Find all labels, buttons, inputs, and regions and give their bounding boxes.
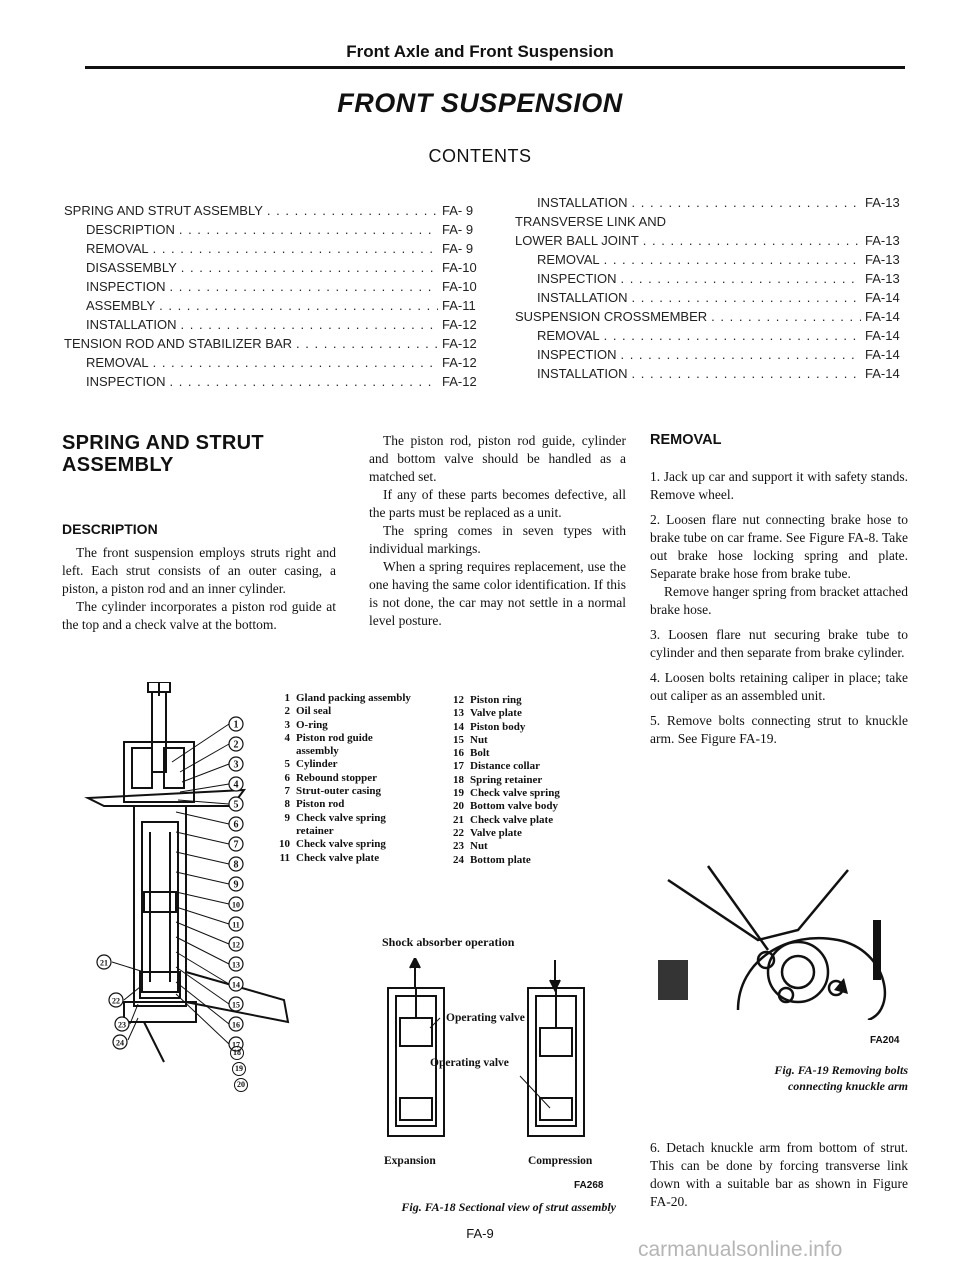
callout-number: 24 — [116, 1038, 124, 1048]
callout-number: 8 — [233, 859, 239, 871]
toc-entry — [515, 364, 907, 383]
toc-page: FA-11 — [442, 298, 476, 313]
description-text — [62, 544, 336, 634]
toc-page: FA-13 — [865, 271, 900, 286]
legend-item — [450, 734, 600, 747]
callout-number: 22 — [112, 996, 120, 1006]
fig19-code: FA204 — [870, 1035, 900, 1046]
toc-leader — [181, 315, 438, 334]
toc-label: REMOVAL — [537, 252, 600, 267]
legend-text: retainer — [296, 824, 334, 837]
toc-label: INSTALLATION — [86, 317, 177, 332]
toc-page: FA-12 — [442, 374, 477, 389]
watermark: carmanualsonline.info — [638, 1238, 843, 1261]
toc-entry — [64, 220, 484, 239]
toc-entry — [64, 296, 484, 315]
toc-leader — [620, 269, 861, 288]
toc-page: FA- 9 — [442, 222, 474, 237]
legend-item — [450, 814, 600, 827]
toc-leader — [153, 239, 438, 258]
toc-label: REMOVAL — [537, 328, 600, 343]
compression-label: Compression — [528, 1155, 593, 1167]
operating-valve-label-2: Operating valve — [430, 1057, 509, 1069]
legend-item — [450, 840, 600, 853]
running-title: Front Axle and Front Suspension — [346, 42, 614, 61]
toc-entry — [515, 269, 907, 288]
toc-label: REMOVAL — [86, 241, 149, 256]
header-rule — [85, 66, 905, 69]
callout-number: 4 — [233, 779, 239, 791]
legend-text: Spring retainer — [470, 773, 543, 786]
toc-entry — [64, 372, 484, 391]
toc-label: DESCRIPTION — [86, 222, 175, 237]
fig19-caption-line2: connecting knuckle arm — [787, 1079, 908, 1093]
toc-page: FA-13 — [865, 252, 900, 267]
toc-left-column — [64, 201, 484, 391]
toc-entry — [515, 345, 907, 364]
removal-step: 2. Loosen flare nut connecting brake hose to brake tube on car frame. See Figure FA-8. Take out brake hose locking spring and plate. Separate brake hose from brake tube. — [650, 512, 908, 581]
legend-number: 1 — [284, 692, 290, 704]
toc-page: FA- 9 — [442, 203, 474, 218]
fig19-photo — [648, 860, 908, 1020]
legend-item — [450, 747, 600, 760]
callout-number: 20 — [234, 1078, 248, 1092]
callout-number: 16 — [232, 1020, 240, 1030]
legend-text: Check valve plate — [470, 813, 554, 826]
toc-label: INSPECTION — [86, 279, 166, 294]
page-number: FA-9 — [466, 1226, 494, 1241]
toc-entry — [515, 307, 907, 326]
removal-step: 4. Loosen bolts retaining caliper in place; take out caliper as an assembled unit. — [650, 670, 908, 703]
legend-number: 11 — [279, 851, 290, 864]
removal-step-note: Remove hanger spring from bracket attached brake hose. — [650, 584, 908, 617]
callout-number: 15 — [232, 1000, 240, 1010]
toc-entry — [64, 277, 484, 296]
section-title-line1: SPRING AND STRUT — [62, 432, 264, 454]
toc-entry — [515, 326, 907, 345]
toc-entry — [64, 334, 484, 353]
legend-number: 10 — [279, 838, 290, 851]
removal-step6: 6. Detach knuckle arm from bottom of strut. This can be done by forcing transverse link down with a suitable bar as shown in Figure FA-20. — [650, 1140, 908, 1209]
removal-step: 1. Jack up car and support it with safety stands. Remove wheel. — [650, 469, 908, 502]
legend-item — [450, 694, 600, 707]
bottom-callouts — [230, 1046, 270, 1094]
middle-text — [369, 432, 626, 630]
callout-number: 2 — [233, 739, 239, 751]
legend-number: 2 — [284, 705, 290, 718]
toc-page: FA-14 — [865, 309, 900, 324]
description-paragraph: The cylinder incorporates a piston rod guide at the top and a check valve at the bottom. — [62, 599, 336, 632]
toc-page: FA-14 — [865, 347, 900, 362]
body-paragraph: The piston rod, piston rod guide, cylinder and bottom valve should be handled as a matched set. — [369, 433, 626, 484]
legend-number: 18 — [453, 773, 464, 786]
legend-text: Bottom plate — [470, 853, 531, 866]
legend-item — [450, 760, 600, 773]
legend-text: Oil seal — [296, 705, 332, 718]
callout-number: 11 — [232, 920, 240, 930]
toc-page: FA-14 — [865, 366, 900, 381]
callout-number: 21 — [100, 958, 108, 968]
legend-text: Bolt — [470, 747, 490, 760]
legend-number: 4 — [284, 731, 290, 744]
legend-number: 14 — [453, 720, 464, 733]
legend-number: 13 — [453, 707, 464, 720]
legend-text: Check valve spring — [296, 811, 386, 824]
toc-leader — [711, 307, 861, 326]
toc-label: REMOVAL — [86, 355, 149, 370]
toc-leader — [604, 326, 861, 345]
legend-text: Distance collar — [470, 760, 540, 773]
legend-number: 3 — [284, 718, 290, 731]
toc-leader — [643, 231, 861, 250]
toc-label: INSTALLATION — [537, 290, 628, 305]
toc-entry — [515, 212, 907, 231]
toc-page — [865, 212, 907, 231]
callout-number: 10 — [232, 900, 240, 910]
toc-leader — [296, 334, 438, 353]
legend-number: 5 — [284, 758, 290, 771]
page-title: FRONT SUSPENSION — [337, 88, 623, 118]
section-title — [62, 432, 342, 476]
body-paragraph: The spring comes in seven types with individual markings. — [369, 523, 626, 556]
legend-number: 19 — [453, 787, 464, 800]
legend-number: 15 — [453, 733, 464, 746]
toc-page: FA-14 — [865, 290, 900, 305]
fig19-caption-line1: Fig. FA-19 Removing bolts — [774, 1063, 908, 1077]
fig19-caption — [650, 1062, 908, 1094]
toc-label: INSTALLATION — [537, 366, 628, 381]
legend-text: Piston ring — [470, 694, 522, 706]
legend-item — [450, 854, 600, 867]
legend-number: 8 — [284, 798, 290, 811]
toc-leader — [620, 345, 861, 364]
body-paragraph: When a spring requires replacement, use the one having the same color identification. If this is not done, the car may not settle in a normal level posture. — [369, 559, 626, 628]
toc-page: FA-10 — [442, 260, 477, 275]
expansion-label: Expansion — [384, 1155, 436, 1167]
toc-leader — [632, 364, 861, 383]
legend-text: Rebound stopper — [296, 771, 377, 784]
legend-item — [450, 774, 600, 787]
description-paragraph: The front suspension employs struts right and left. Each strut consists of an outer casing, a piston, a piston rod and an inner cylinder. — [62, 545, 336, 596]
callout-number: 18 — [230, 1046, 244, 1060]
legend-number: 9 — [284, 811, 290, 824]
toc-leader — [632, 288, 861, 307]
legend-number: 17 — [453, 760, 464, 773]
toc-leader — [179, 220, 438, 239]
legend-number: 16 — [453, 747, 464, 760]
toc-entry — [64, 353, 484, 372]
legend-text: O-ring — [296, 718, 328, 731]
legend-text: Strut-outer casing — [296, 785, 382, 798]
legend-number: 21 — [453, 813, 464, 826]
toc-entry — [515, 288, 907, 307]
legend-text: Nut — [470, 840, 488, 853]
callout-number: 14 — [232, 980, 240, 990]
legend-item — [450, 800, 600, 813]
legend-text: Check valve spring — [296, 838, 386, 851]
strut-sectional-diagram — [84, 682, 316, 1068]
callout-number: 6 — [233, 819, 239, 831]
toc-leader — [604, 250, 861, 269]
legend-text: Piston rod — [296, 798, 345, 811]
toc-page: FA-12 — [442, 336, 477, 351]
contents-title: CONTENTS — [428, 146, 532, 166]
legend-text: Nut — [470, 733, 488, 746]
toc-page: FA-13 — [865, 195, 900, 210]
operating-valve-label-1: Operating valve — [446, 1012, 525, 1024]
removal-step: 3. Loosen flare nut securing brake tube to cylinder and then separate from brake cylinder. — [650, 627, 908, 660]
callout-number: 7 — [233, 839, 239, 851]
callout-number: 9 — [233, 879, 239, 891]
section-title-line2: ASSEMBLY — [62, 454, 174, 476]
toc-entry — [515, 231, 907, 250]
toc-label: DISASSEMBLY — [86, 260, 177, 275]
toc-label: INSPECTION — [86, 374, 166, 389]
toc-entry — [64, 201, 484, 220]
toc-page: FA-12 — [442, 317, 477, 332]
callout-number: 5 — [233, 799, 239, 811]
toc-right-column — [515, 193, 907, 383]
removal-step: 5. Remove bolts connecting strut to knuckle arm. See Figure FA-19. — [650, 713, 908, 746]
toc-leader — [159, 296, 438, 315]
legend-number: 24 — [453, 853, 464, 866]
toc-leader — [181, 258, 438, 277]
toc-label: TRANSVERSE LINK AND — [515, 214, 666, 229]
legend-text: Piston rod guide — [296, 731, 373, 744]
toc-leader — [670, 212, 861, 231]
toc-page: FA- 9 — [442, 241, 474, 256]
toc-entry — [64, 258, 484, 277]
body-paragraph: If any of these parts becomes defective, all the parts must be replaced as a unit. — [369, 487, 626, 520]
legend-text: Check valve spring — [470, 787, 560, 800]
shock-absorber-title: Shock absorber operation — [382, 935, 515, 949]
toc-leader — [632, 193, 861, 212]
callout-number: 1 — [233, 719, 239, 731]
toc-entry — [64, 239, 484, 258]
legend-text: Check valve plate — [296, 851, 380, 864]
legend-text: Valve plate — [470, 707, 522, 720]
legend-text: Gland packing assembly — [296, 692, 411, 704]
toc-page: FA-14 — [865, 328, 900, 343]
legend-item — [450, 827, 600, 840]
callout-number: 23 — [118, 1020, 126, 1030]
legend-text: Piston body — [470, 720, 526, 733]
callout-number: 12 — [232, 940, 240, 950]
toc-label: SPRING AND STRUT ASSEMBLY — [64, 203, 263, 218]
toc-entry — [515, 250, 907, 269]
removal-steps — [650, 468, 908, 748]
legend-item — [450, 787, 600, 800]
toc-leader — [153, 353, 438, 372]
toc-page: FA-13 — [865, 233, 900, 248]
legend-number: 12 — [453, 694, 464, 706]
toc-label: LOWER BALL JOINT — [515, 233, 639, 248]
legend-text: Bottom valve body — [470, 800, 558, 813]
legend-item — [450, 707, 600, 720]
toc-leader — [169, 277, 438, 296]
toc-label: ASSEMBLY — [86, 298, 156, 313]
parts-legend-col2 — [450, 694, 600, 867]
legend-text: assembly — [296, 745, 339, 758]
toc-page: FA-10 — [442, 279, 477, 294]
toc-label: SUSPENSION CROSSMEMBER — [515, 309, 708, 324]
toc-label: INSPECTION — [537, 271, 617, 286]
legend-text: Valve plate — [470, 826, 522, 839]
legend-text: Cylinder — [296, 758, 338, 771]
callout-number: 3 — [233, 759, 239, 771]
shock-absorber-diagram — [370, 958, 600, 1148]
legend-number: 6 — [284, 771, 290, 784]
toc-page: FA-12 — [442, 355, 477, 370]
description-heading: DESCRIPTION — [62, 521, 158, 537]
toc-leader — [267, 201, 438, 220]
toc-entry — [64, 315, 484, 334]
legend-number: 7 — [284, 785, 290, 798]
toc-leader — [169, 372, 438, 391]
fig18-caption: Fig. FA-18 Sectional view of strut assembly — [401, 1200, 616, 1214]
legend-item — [450, 721, 600, 734]
toc-label: INSPECTION — [537, 347, 617, 362]
toc-label: TENSION ROD AND STABILIZER BAR — [64, 336, 293, 351]
fig18-code: FA268 — [574, 1180, 604, 1191]
callout-number: 13 — [232, 960, 240, 970]
toc-label: INSTALLATION — [537, 195, 628, 210]
toc-entry — [515, 193, 907, 212]
removal-heading: REMOVAL — [650, 432, 722, 448]
callout-number: 17 — [232, 1040, 240, 1050]
legend-number: 23 — [453, 840, 464, 853]
legend-number: 20 — [453, 800, 464, 813]
legend-number: 22 — [453, 826, 464, 839]
callout-number: 19 — [232, 1062, 246, 1076]
